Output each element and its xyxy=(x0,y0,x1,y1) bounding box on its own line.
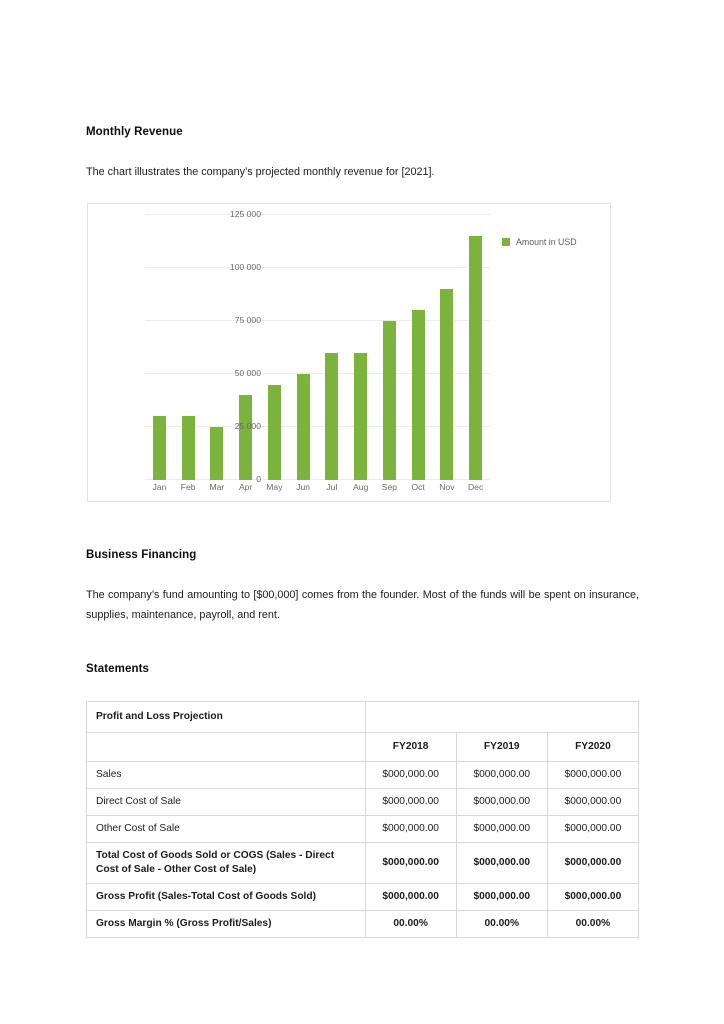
chart-bar[interactable] xyxy=(440,289,453,480)
table-row xyxy=(87,789,639,816)
table-cell-value: $000,000.00 xyxy=(456,884,547,911)
table-cell-label: Total Cost of Goods Sold or COGS (Sales - Direct Cost of Sale - Other Cost of Sale) xyxy=(87,843,366,884)
table-cell-value: $000,000.00 xyxy=(365,762,456,789)
chart-bar-slot xyxy=(433,215,462,480)
chart-bar-slot xyxy=(375,215,404,480)
table-header-blank xyxy=(87,733,366,762)
chart-x-axis xyxy=(145,482,490,492)
chart-bar-slot xyxy=(203,215,232,480)
table-cell-value: $000,000.00 xyxy=(547,843,638,884)
chart-y-tick-label: 25 000 xyxy=(234,421,261,431)
chart-y-tick-label: 125 000 xyxy=(229,209,261,219)
table-row-title xyxy=(87,702,639,733)
chart-bar-slot xyxy=(231,215,260,480)
table-cell-value: $000,000.00 xyxy=(547,789,638,816)
chart-bar[interactable] xyxy=(210,427,223,480)
table-row xyxy=(87,843,639,884)
chart-bar-slot xyxy=(404,215,433,480)
chart-bar[interactable] xyxy=(297,374,310,480)
chart-x-tick-label: Dec xyxy=(467,482,484,492)
chart-bar[interactable] xyxy=(412,310,425,480)
chart-bar[interactable] xyxy=(383,321,396,480)
chart-bar-slot xyxy=(289,215,318,480)
table-cell-value: $000,000.00 xyxy=(456,843,547,884)
chart-bar-slot xyxy=(346,215,375,480)
table-cell-value: 00.00% xyxy=(365,911,456,938)
table-cell-title-merged xyxy=(365,702,638,733)
legend-label-amount-in-usd: Amount in USD xyxy=(516,237,577,247)
chart-bar-slot xyxy=(145,215,174,480)
chart-bar-slot xyxy=(174,215,203,480)
table-header-row xyxy=(87,733,639,762)
table-row xyxy=(87,884,639,911)
table-cell-value: 00.00% xyxy=(456,911,547,938)
chart-bars xyxy=(145,215,490,480)
table-cell-label: Sales xyxy=(87,762,366,789)
chart-bar-slot xyxy=(461,215,490,480)
table-row xyxy=(87,816,639,843)
table-cell-value: $000,000.00 xyxy=(547,816,638,843)
chart-legend xyxy=(502,237,577,247)
table-row xyxy=(87,762,639,789)
chart-x-tick-label: Feb xyxy=(180,482,196,492)
table-cell-value: $000,000.00 xyxy=(365,789,456,816)
chart-x-tick-label: Sep xyxy=(381,482,398,492)
paragraph-business-financing: The company’s fund amounting to [$00,000] comes from the founder. Most of the funds will be spent on insurance, supplies, maintenance, payroll, and rent. xyxy=(86,589,639,621)
table-cell-value: $000,000.00 xyxy=(365,816,456,843)
table-cell-value: 00.00% xyxy=(547,911,638,938)
table-cell-label: Gross Margin % (Gross Profit/Sales) xyxy=(87,911,366,938)
heading-monthly-revenue: Monthly Revenue xyxy=(86,126,183,138)
chart-x-tick-label: May xyxy=(266,482,283,492)
chart-x-tick-label: Aug xyxy=(352,482,369,492)
heading-statements: Statements xyxy=(86,663,149,675)
heading-business-financing: Business Financing xyxy=(86,549,197,561)
chart-x-tick-label: Apr xyxy=(238,482,253,492)
chart-x-tick-label: Jun xyxy=(296,482,311,492)
table-cell-label: Other Cost of Sale xyxy=(87,816,366,843)
table-cell-value: $000,000.00 xyxy=(365,843,456,884)
chart-bar[interactable] xyxy=(469,236,482,480)
chart-x-tick-label: Mar xyxy=(209,482,225,492)
table-cell-value: $000,000.00 xyxy=(456,762,547,789)
chart-y-tick-label: 100 000 xyxy=(229,262,261,272)
table-cell-value: $000,000.00 xyxy=(365,884,456,911)
chart-bar[interactable] xyxy=(153,416,166,480)
chart-plot-area xyxy=(145,214,490,480)
table-cell-value: $000,000.00 xyxy=(547,884,638,911)
table-cell-table-title: Profit and Loss Projection xyxy=(87,702,366,733)
chart-bar-slot xyxy=(260,215,289,480)
table-header-fy2019: FY2019 xyxy=(456,733,547,762)
table-cell-value: $000,000.00 xyxy=(456,789,547,816)
chart-x-tick-label: Nov xyxy=(439,482,455,492)
chart-y-tick-label: 50 000 xyxy=(234,368,261,378)
chart-bar[interactable] xyxy=(354,353,367,480)
table-cell-label: Direct Cost of Sale xyxy=(87,789,366,816)
chart-x-tick-label: Jan xyxy=(152,482,167,492)
chart-bar[interactable] xyxy=(239,395,252,480)
table-cell-value: $000,000.00 xyxy=(547,762,638,789)
monthly-revenue-chart xyxy=(87,203,611,502)
table-row xyxy=(87,911,639,938)
table-cell-label: Gross Profit (Sales-Total Cost of Goods Sold) xyxy=(87,884,366,911)
table-header-fy2020: FY2020 xyxy=(547,733,638,762)
legend-swatch-icon xyxy=(502,238,510,246)
profit-and-loss-table xyxy=(86,701,639,938)
chart-bar[interactable] xyxy=(268,385,281,480)
chart-x-tick-label: Jul xyxy=(326,482,338,492)
chart-y-tick-label: 75 000 xyxy=(234,315,261,325)
chart-x-tick-label: Oct xyxy=(411,482,425,492)
paragraph-monthly-revenue: The chart illustrates the company’s projected monthly revenue for [2021]. xyxy=(86,166,435,178)
chart-y-tick-label: 0 xyxy=(256,474,261,484)
chart-bar[interactable] xyxy=(325,353,338,480)
chart-bar-slot xyxy=(318,215,347,480)
chart-bar[interactable] xyxy=(182,416,195,480)
table-cell-value: $000,000.00 xyxy=(456,816,547,843)
table-header-fy2018: FY2018 xyxy=(365,733,456,762)
